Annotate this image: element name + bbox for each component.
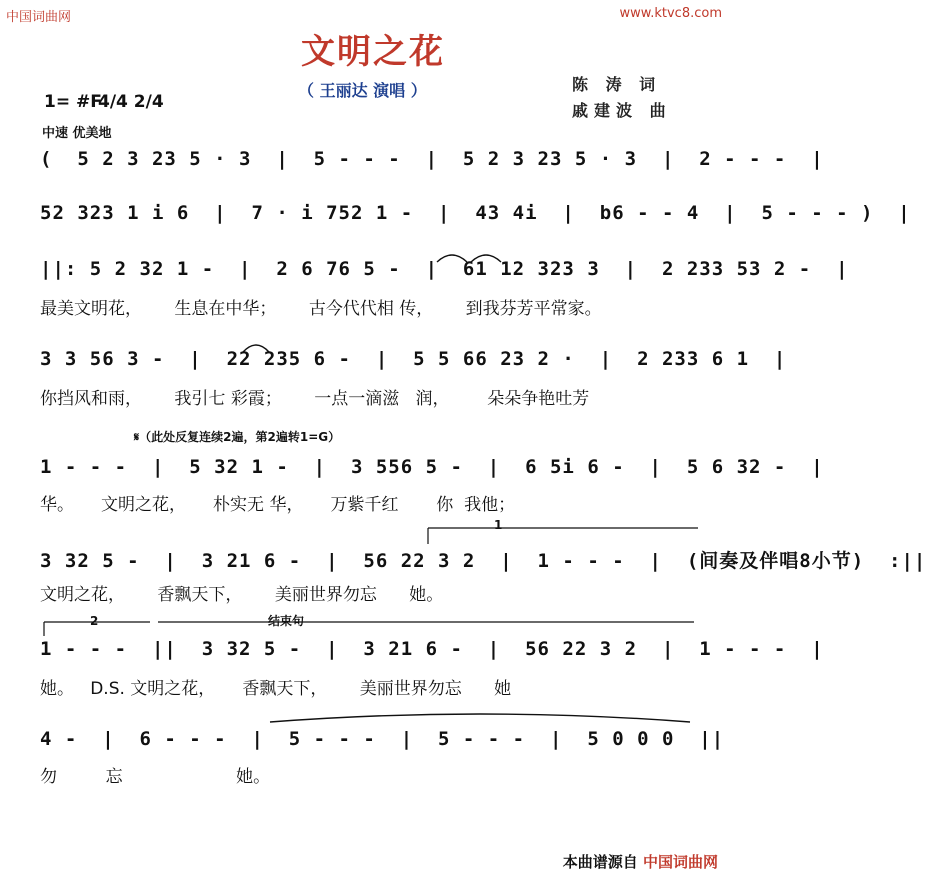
notation-line-2: 52 323 1 i 6 | 7 · i 752 1 - | 43 4i | b6 - - 4 | 5 - - - ) | <box>40 202 911 224</box>
notation-line-1: ( 5 2 3 23 5 · 3 | 5 - - - | 5 2 3 23 5 · 3 | 2 - - - | <box>40 148 824 170</box>
tie-mark <box>243 345 269 352</box>
lyrics-line-3: 最美文明花， 生息在中华； 古今代代相 传， 到我芬芳平常家。 <box>40 299 602 319</box>
lyrics-line-4: 你挡风和雨， 我引七 彩霞； 一点一滴滋 润， 朵朵争艳吐芳 <box>40 389 590 409</box>
notation-line-5: 1 - - - | 5 32 1 - | 3 556 5 - | 6 5i 6 - | 5 6 32 - | <box>40 456 824 478</box>
source-prefix: 本曲谱源自 <box>562 853 638 871</box>
first-ending-label: 1 <box>494 518 503 532</box>
watermark-left: 中国词曲网 <box>6 10 72 25</box>
notation-line-8: 4 - | 6 - - - | 5 - - - | 5 - - - | 5 0 0 0 || <box>40 728 725 750</box>
tie-mark <box>437 255 467 262</box>
source-brand: 中国词曲网 <box>642 853 718 871</box>
tie-mark <box>471 255 501 262</box>
notation-line-6: 3 32 5 - | 3 21 6 - | 56 22 3 2 | 1 - - - | (间奏及伴唱8小节) :|| <box>40 550 926 572</box>
time-signature: 4/4 2/4 <box>98 92 164 112</box>
lyrics-line-6: 文明之花， 香飘天下， 美丽世界勿忘 她。 <box>40 585 444 605</box>
key-signature: 1= #F <box>44 92 102 112</box>
lyrics-line-7: 她。 D.S. 文明之花， 香飘天下， 美丽世界勿忘 她 <box>40 679 512 699</box>
performer-credit: （ 王丽达 演唱 ） <box>298 81 427 100</box>
lyricist-credit: 陈 涛 词 <box>572 75 662 94</box>
second-ending-label: 2 <box>90 614 99 628</box>
notation-line-4: 3 3 56 3 - | 22 235 6 - | 5 5 66 23 2 · | 2 233 6 1 | <box>40 348 787 370</box>
notation-line-3: ||: 5 2 32 1 - | 2 6 76 5 - | 61 12 323 3 | 2 233 53 2 - | <box>40 258 849 280</box>
lyrics-line-5: 华。 文明之花， 朴实无 华， 万紫千红 你 我他； <box>40 495 516 515</box>
watermark-right: www.ktvc8.com <box>619 6 722 21</box>
tempo-marking: 中速 优美地 <box>42 126 112 141</box>
long-tie-mark <box>270 714 690 722</box>
song-title: 文明之花 <box>301 32 445 72</box>
source-footer <box>563 851 718 872</box>
notation-line-7: 1 - - - || 3 32 5 - | 3 21 6 - | 56 22 3 2 | 1 - - - | <box>40 638 824 660</box>
coda-label: 结束句 <box>268 614 305 628</box>
segno-repeat-note: 𝄋（此处反复连续2遍，第2遍转1=G） <box>134 430 341 444</box>
composer-credit: 戚建波 曲 <box>572 101 672 120</box>
lyrics-line-8: 勿 忘 她。 <box>40 767 271 787</box>
